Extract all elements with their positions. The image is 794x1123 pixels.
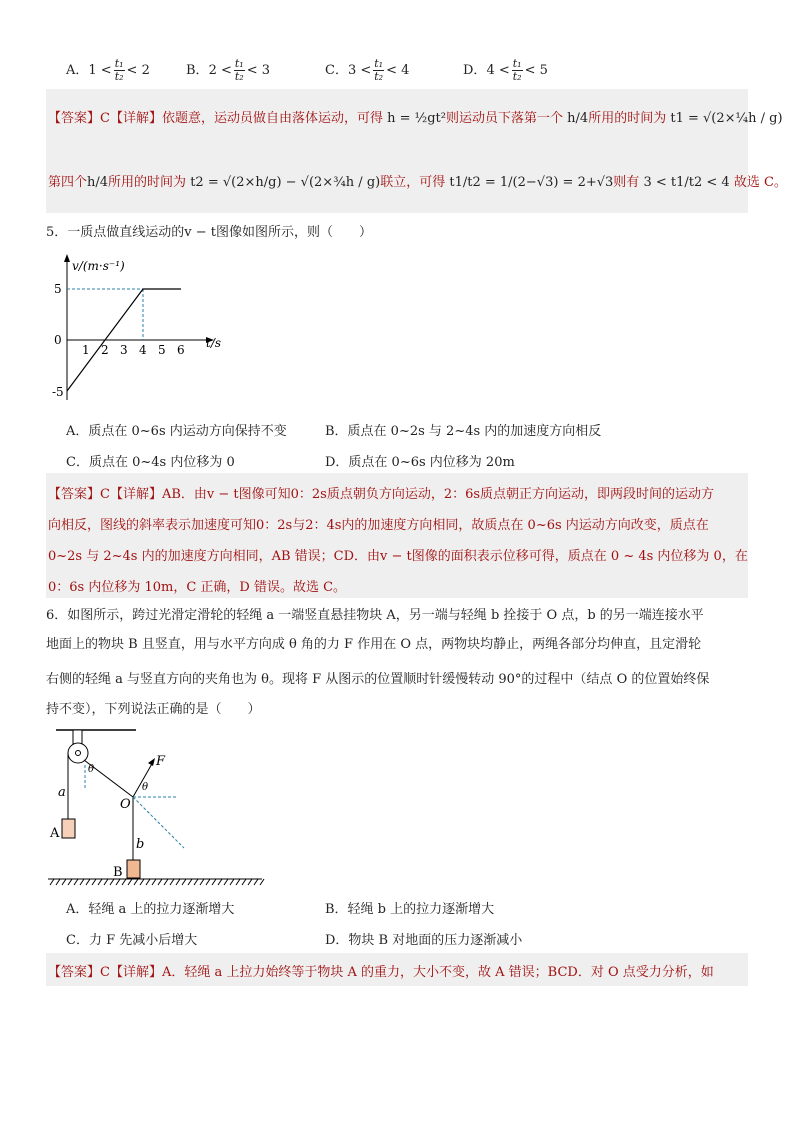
ground-hatch (74, 879, 78, 885)
answer-line: 向相反，图线的斜率表示加速度可知0：2s与2：4s内的加速度方向相同，故质点在 0~6s 内运动方向改变，质点在 (48, 518, 709, 533)
q5-option-c[interactable]: C．质点在 0~4s 内位移为 0 (66, 455, 235, 470)
lo: 1 (88, 63, 97, 78)
q4-option-b[interactable]: B．2 < $\frac{\text{t₁}}{\text{t₂}}$ < 3 (186, 57, 271, 83)
q6-option-d[interactable]: D．物块 B 对地面的压力逐渐减小 (325, 933, 523, 948)
hi: 5 (539, 63, 548, 78)
formula: t2 = √(2×h/g) − √(2×¾h / g) (190, 175, 381, 190)
ground-hatch (134, 879, 138, 885)
ground-hatch (146, 879, 150, 885)
label-o: O (120, 797, 131, 812)
ground-hatch (206, 879, 210, 885)
label-f: F (156, 754, 166, 769)
q6-stem-line: 地面上的物块 B 且竖直，用与水平方向成 θ 角的力 F 作用在 O 点，两物块均静止，两绳各部分均伸直，且定滑轮 (46, 637, 702, 652)
label-block-b: B (113, 865, 123, 880)
hi: 2 (141, 63, 150, 78)
ground-hatch (200, 879, 204, 885)
ground-hatch (248, 879, 252, 885)
option-label: B． (186, 63, 209, 78)
q4-answer-box (46, 89, 787, 213)
ground-hatch (170, 879, 174, 885)
ground-hatch (122, 879, 126, 885)
ground-hatch (86, 879, 90, 885)
ground-hatch (56, 879, 60, 885)
ground-hatch (242, 879, 246, 885)
x-tick: 4 (139, 343, 147, 357)
ratio: $\frac{\text{t₁}}{\text{t₂}}$ (234, 57, 244, 83)
lo: 2 (208, 63, 217, 78)
q4-option-d[interactable]: D．4 < $\frac{\text{t₁}}{\text{t₂}}$ < 5 (463, 57, 548, 83)
y-tick: 0 (54, 333, 62, 347)
q5-option-a[interactable]: A．质点在 0~6s 内运动方向保持不变 (66, 424, 287, 439)
q6-option-a[interactable]: A．轻绳 a 上的拉力逐渐增大 (66, 902, 235, 917)
q6-option-c[interactable]: C．力 F 先减小后增大 (66, 933, 198, 948)
ground-hatch (188, 879, 192, 885)
q4-option-c[interactable]: C．3 < $\frac{\text{t₁}}{\text{t₂}}$ < 4 (325, 57, 410, 83)
formula: h/4 (87, 175, 109, 190)
ground-hatch (62, 879, 66, 885)
x-tick: 5 (158, 343, 166, 357)
ground-hatch (164, 879, 168, 885)
ground-hatch (68, 879, 72, 885)
text: 则运动员下落第一个 (446, 111, 564, 126)
ground-hatch (80, 879, 84, 885)
ground-hatch (92, 879, 96, 885)
answer-line: 0：6s 内位移为 10m，C 正确，D 错误。故选 C。 (48, 580, 347, 595)
text: 所用的时间为 (108, 175, 187, 190)
answer-line: 【答案】C【详解】AB．由v − t图像可知0：2s质点朝负方向运动，2：6s质点朝正方向运动，即两段时间的运动方 (48, 487, 715, 502)
x-tick: 3 (120, 343, 128, 357)
theta-label: θ (88, 764, 95, 775)
hi: 4 (401, 63, 410, 78)
ground-hatch (140, 879, 144, 885)
answer-line: 0~2s 与 2~4s 内的加速度方向相同，AB 错误；CD．由v − t图像的面积表示位移可得，质点在 0 ~ 4s 内位移为 0，在 (48, 549, 748, 564)
formula: h = ½gt² (387, 111, 446, 126)
formula: t1 = √(2×¼h / g) (670, 111, 783, 126)
text: 第四个 (48, 175, 88, 190)
ground-hatch (230, 879, 234, 885)
ratio: $\frac{\text{t₁}}{\text{t₂}}$ (512, 57, 522, 83)
formula: t1/t2 = 1/(2−√3) = 2+√3 (449, 175, 614, 190)
ground-hatch (128, 879, 132, 885)
answer-line (48, 107, 783, 126)
ground-hatch (176, 879, 180, 885)
option-label: A． (66, 63, 89, 78)
ground-hatch (152, 879, 156, 885)
ground-hatch (236, 879, 240, 885)
q6-stem-line: 右侧的轻绳 a 与竖直方向的夹角也为 θ。现将 F 从图示的位置顺时针缓慢转动 90°的过程中（结点 O 的位置始终保 (46, 672, 710, 687)
pulley-diagram (40, 720, 270, 890)
q5-option-d[interactable]: D．质点在 0~6s 内位移为 20m (325, 455, 515, 470)
text: 依题意，运动员做自由落体运动，可得 (161, 111, 383, 126)
option-label: C． (325, 63, 348, 78)
x-tick: 2 (101, 343, 109, 357)
formula: h/4 (567, 111, 589, 126)
ground-hatch (182, 879, 186, 885)
lo: 4 (486, 63, 495, 78)
q5-answer-box (46, 473, 748, 598)
ground-hatch (218, 879, 222, 885)
ground-hatch (50, 879, 54, 885)
block-a (62, 819, 75, 838)
hi: 3 (261, 63, 271, 78)
q4-option-a[interactable]: A．1 < $\frac{\text{t₁}}{\text{t₂}}$ < 2 (66, 57, 150, 83)
label-b: b (136, 837, 145, 852)
answer-tag: 【答案】C【详解】 (48, 111, 162, 126)
x-tick: 6 (177, 343, 185, 357)
text: 所用的时间为 (588, 111, 667, 126)
ground-hatch (158, 879, 162, 885)
answer-line (48, 171, 787, 190)
x-tick: 1 (82, 343, 90, 357)
block-b (127, 860, 140, 878)
q6-stem-line: 持不变），下列说法正确的是（ ） (46, 702, 261, 717)
axes (64, 254, 214, 400)
ground-hatch (194, 879, 198, 885)
lo: 3 (347, 63, 357, 78)
text: 故选 C。 (733, 175, 787, 190)
ratio: $\frac{\text{t₁}}{\text{t₂}}$ (114, 57, 124, 83)
y-tick: 5 (54, 282, 62, 296)
formula: 3 < t1/t2 < 4 (643, 175, 730, 190)
x-axis-label: t/s (206, 336, 222, 350)
ground-hatch (104, 879, 108, 885)
q6-option-b[interactable]: B．轻绳 b 上的拉力逐渐增大 (325, 902, 495, 917)
q5-stem: 5．一质点做直线运动的v − t图像如图所示，则（ ） (46, 225, 372, 240)
theta-label: θ (142, 782, 149, 793)
vt-chart (40, 250, 230, 410)
ground-hatch (254, 879, 258, 885)
ground-hatch (224, 879, 228, 885)
ground-hatch (260, 879, 264, 885)
y-axis-label: v/(m·s⁻¹) (72, 259, 125, 273)
label-block-a: A (50, 826, 60, 841)
ground-hatch (212, 879, 216, 885)
option-label: D． (463, 63, 487, 78)
label-a: a (58, 785, 66, 800)
q6-stem-line: 6．如图所示，跨过光滑定滑轮的轻绳 a 一端竖直悬挂物块 A，另一端与轻绳 b 拴接于 O 点，b 的另一端连接水平 (46, 608, 704, 623)
ground-hatch (98, 879, 102, 885)
text: 则有 (613, 175, 640, 190)
answer-line: 【答案】C【详解】A．轻绳 a 上拉力始终等于物块 A 的重力，大小不变，故 A 错误；BCD．对 O 点受力分析，如 (48, 965, 714, 980)
y-tick: -5 (52, 385, 64, 399)
text: 联立，可得 (380, 175, 446, 190)
q5-option-b[interactable]: B．质点在 0~2s 与 2~4s 内的加速度方向相反 (325, 424, 602, 439)
ratio: $\frac{\text{t₁}}{\text{t₂}}$ (374, 57, 384, 83)
q6-answer-box (46, 953, 748, 986)
